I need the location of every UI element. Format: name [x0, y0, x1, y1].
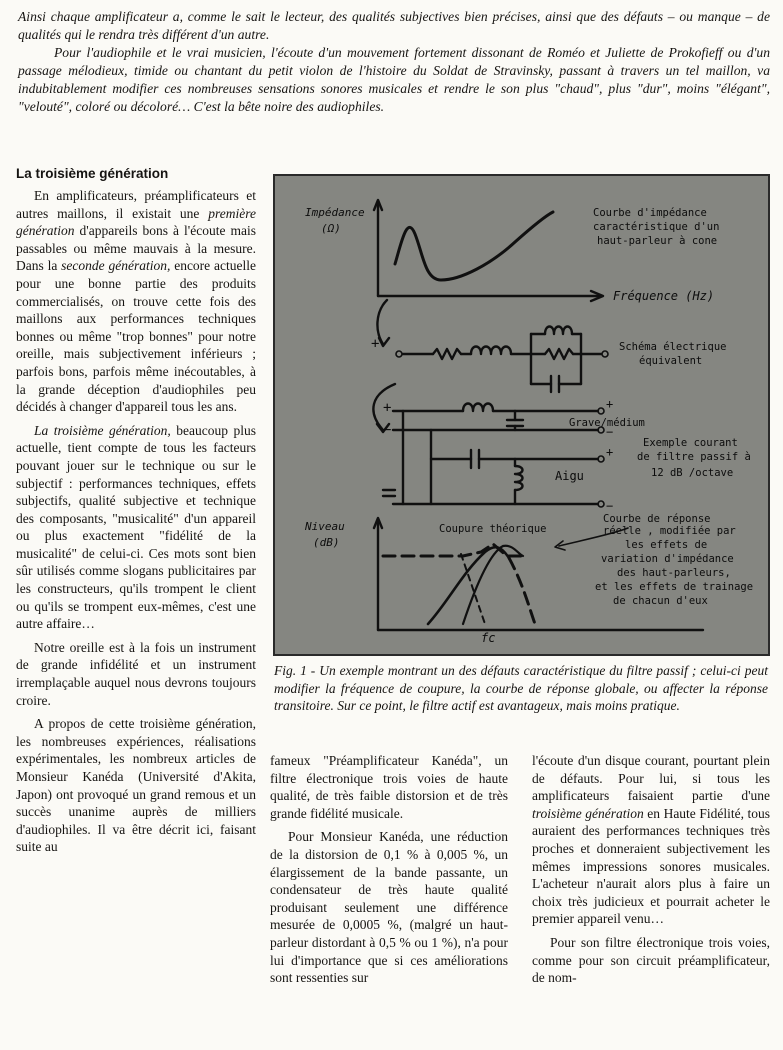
- lowpass-curve: [428, 547, 509, 624]
- col2-paragraph-1: fameux "Préamplificateur Kanéda", un filtre électronique trois voies de haute qualité, de très faible distorsion et de très grande fidélité musicale.: [270, 753, 508, 821]
- response-label-2: réelle , modifiée par: [603, 525, 736, 537]
- col1-paragraph-1: [16, 187, 256, 416]
- col1-p1-text-a: En amplificateurs, préamplificateurs et autres maillons, il existait une: [16, 188, 256, 221]
- intro-block: [18, 8, 770, 116]
- highpass-curve: [509, 558, 535, 624]
- aigu-output-plus: +: [606, 445, 614, 459]
- impedance-label: Impédance: [305, 206, 365, 219]
- column-2: [270, 752, 508, 993]
- col3-p1-text-b: en Haute Fidélité, tous auraient des performances techniques très proches et donneraient subjectivement les mêmes impressions sonores musicales. L'acheteur n'aurait alors plus à faire un choix très judicieux et pourrait acheter le premier appareil venu…: [532, 805, 770, 927]
- frequency-label: Fréquence (Hz): [613, 289, 715, 303]
- coupure-label: Coupure théorique: [439, 523, 547, 535]
- figure-1: [273, 174, 770, 656]
- col3-p1-text-a: l'écoute d'un disque courant, pourtant plein de défauts. Pour lui, si tous les amplificateurs faisaient partie d'une: [532, 753, 770, 804]
- col1-paragraph-3: Notre oreille est à la fois un instrument de grande infidélité et un instrument irremplaçable auquel nous devrons toujours croire.: [16, 639, 256, 708]
- figure-caption: Fig. 1 - Un exemple montrant un des défauts caractéristique du filtre passif ; celui-ci peut modifier la fréquence de coupure, la courbe de réponse globale, ou affecter la réponse transitoire. Sur ce point, le filtre actif est avantageux, mais moins pratique.: [274, 663, 768, 714]
- schema-label-2: équivalent: [639, 355, 703, 367]
- filter-input-plus: +: [383, 400, 392, 416]
- col1-p1-text-c: encore actuelle pour une bonne partie des produits commercialisés, on trouve cette fois des maillons aux performances techniques bonnes ou même "trop bonnes" pour notre oreille, mais subjectivement inférieurs ; parfois bons, parfois même inécoutables, à la grande déception d'audiophiles peu décidés à changer d'appareil tous les ans.: [16, 258, 256, 415]
- grave-output-plus: +: [606, 397, 614, 411]
- fc-label: fc: [481, 631, 496, 645]
- grave-label: Grave/médium: [569, 417, 645, 429]
- col1-p1-emphasis-2: seconde génération,: [61, 258, 171, 274]
- resistor-2: [545, 349, 573, 359]
- example-label-3: 12 dB /octave: [651, 467, 734, 479]
- response-label-4: variation d'impédance: [601, 553, 734, 565]
- filter-inductor-2: [515, 466, 523, 490]
- col1-p1-emphasis-1: première génération: [16, 205, 256, 239]
- schema-plus-sign: +: [371, 336, 380, 352]
- response-label-1: Courbe de réponse: [603, 513, 711, 525]
- response-label-5: des haut-parleurs,: [617, 567, 731, 579]
- col3-paragraph-2: Pour son filtre électronique trois voies, comme pour son circuit préamplificateur, de nom-: [532, 934, 770, 986]
- col1-paragraph-4: A propos de cette troisième génération, les nombreuses expériences, réalisations expérimentales, les nombreux articles de Monsieur Kanéda (Université d'Akita, Japon) ont provoqué un grand remous et un succès unanime auprès de milliers d'audiophiles. Il va être décrit ici, faisant suite au: [16, 716, 256, 855]
- column-3: [532, 752, 770, 993]
- col3-paragraph-1: [532, 752, 770, 928]
- aigu-label: Aigu: [555, 469, 584, 483]
- grave-output-minus: −: [606, 425, 614, 439]
- col3-p1-emphasis: troisième génération: [532, 805, 644, 821]
- col2-paragraph-2: Pour Monsieur Kanéda, une réduction de la distorsion de 0,1 % à 0,005 %, un élargissement de la bande passante, un condensateur de très haute qualité produisant seulement une différence mesurée de 0,0005 %, (malgré un haut-parleur distordant à 0,5 % ou 1 %), n'a pour lui d'importance que si ces améliorations sont ressenties sur: [270, 829, 508, 986]
- schema-label-1: Schéma électrique: [619, 341, 727, 353]
- niveau-label: Niveau: [305, 520, 345, 533]
- impedance-curve-label-1: Courbe d'impédance: [593, 207, 707, 219]
- col1-p2-emphasis: La troisième génération,: [34, 422, 171, 438]
- section-heading: La troisième génération: [16, 166, 169, 181]
- impedance-curve: [395, 212, 553, 280]
- col1-paragraph-2: [16, 422, 256, 633]
- intro-paragraph-2: Pour l'audiophile et le vrai musicien, l'écoute d'un mouvement fortement dissonant de Roméo et Juliette de Prokofieff ou d'un passage mélodieux, timide ou chantant du petit violon de l'histoire du Soldat de Stravinsky, passant à travers un tel maillon, va indubitablement modifier ces nombreuses sensations sonores musicales et rendre le son plus "chaud", plus "dur", moins "élégant", "velouté", coloré ou décoloré… C'est la bête noire des audiophiles.: [18, 45, 770, 114]
- inductor-2: [545, 327, 572, 335]
- intro-paragraph-1: Ainsi chaque amplificateur a, comme le sait le lecteur, des qualités subjectives bien précises, ainsi que des défauts – ou manque – de qualités qui le rendra très différent d'un autre.: [18, 9, 770, 42]
- arrow-down-1-head: [379, 338, 389, 346]
- example-label-1: Exemple courant: [643, 437, 738, 449]
- niveau-unit: (dB): [313, 536, 340, 549]
- response-label-7: de chacun d'eux: [613, 595, 708, 607]
- filter-input-minus: −: [383, 422, 392, 438]
- impedance-curve-label-3: haut-parleur à cone: [597, 235, 718, 247]
- inductor-1: [471, 347, 511, 355]
- impedance-unit: (Ω): [321, 222, 341, 235]
- response-label-6: et les effets de trainage: [595, 581, 754, 593]
- aigu-output-minus: −: [606, 499, 614, 513]
- resistor-1: [433, 349, 461, 359]
- example-label-2: de filtre passif à: [637, 451, 751, 463]
- column-1: [16, 166, 256, 862]
- response-label-3: les effets de: [625, 539, 708, 551]
- filter-inductor: [463, 404, 493, 412]
- impedance-curve-label-2: caractéristique d'un: [593, 221, 720, 233]
- col1-p2-text: beaucoup plus actuelle, tient compte de tous les facteurs pouvant jouer sur le technique ou sur le subjectif : performances techniques, effets subjectifs, qualité subjective et technique des composants, "musicalité" d'un appareil ou plus exactement "fidélité de la musicalité" de celui-ci. Ces mots sont bien sûr utilisés comme slogans publicitaires par les constructeurs, qu'ils trompent le client ou qu'ils se trompent eux-mêmes, c'est une autre affaire…: [16, 422, 256, 632]
- filter-diagram: [283, 184, 760, 646]
- col1-p1-text-b: d'appareils bons à l'écoute mais passables ou même mauvais à la mesure. Dans la: [16, 223, 256, 274]
